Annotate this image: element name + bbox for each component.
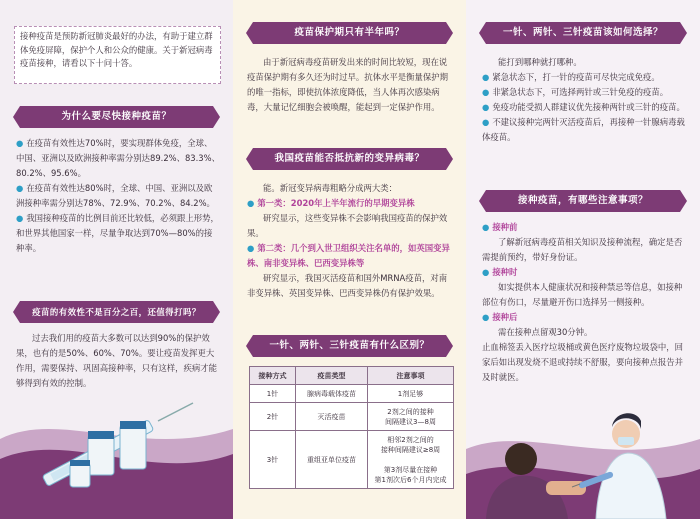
dose-comparison-table bbox=[249, 366, 454, 489]
list-item: ● 在疫苗有效性达80%时，全球、中国、亚洲以及欧洲接种率需分别达78%、72.9%、70.2%、84.2%。 bbox=[16, 183, 215, 208]
right-panel bbox=[466, 0, 700, 519]
list-item: ● 接种后 bbox=[482, 312, 518, 322]
bullet-icon: ● bbox=[482, 102, 490, 112]
bullet-icon: ● bbox=[247, 198, 255, 208]
table-cell: 腺病毒载体疫苗 bbox=[296, 385, 368, 403]
section-title: 一针、两针、三针疫苗有什么区别？ bbox=[269, 340, 430, 351]
list-item: ● 接种时 bbox=[482, 267, 518, 277]
bullet-icon: ● bbox=[16, 183, 24, 193]
bullet-icon: ● bbox=[482, 222, 490, 232]
bullet-icon: ● bbox=[247, 243, 255, 253]
section-banner bbox=[253, 22, 446, 44]
list-item: ● 免疫功能受损人群建议优先接种两针或三针的疫苗。 bbox=[482, 102, 685, 112]
table-cell: 2剂之间的接种 间隔建议3—8周 bbox=[368, 403, 454, 431]
column-header: 注意事项 bbox=[368, 367, 454, 385]
bullet-list bbox=[16, 136, 220, 256]
section-banner bbox=[253, 335, 446, 357]
syringe-vials-icon bbox=[28, 395, 198, 495]
table-cell: 3针 bbox=[250, 431, 296, 489]
list-item: ● 在疫苗有效性达70%时，要实现群体免疫，全球、中国、亚洲以及欧洲接种率需分别达89.2%、83.3%、80.2%、95.6%。 bbox=[16, 138, 220, 178]
list-item: ● 紧急状态下，打一针的疫苗可尽快完成免疫。 bbox=[482, 72, 660, 82]
intro-box bbox=[14, 26, 221, 84]
table-cell: 1剂足够 bbox=[368, 385, 454, 403]
middle-panel bbox=[233, 0, 466, 519]
list-item-body: 如实提供本人健康状况和接种禁忌等信息，如接种部位有伤口，尽量避开伤口选择另一侧接种。 bbox=[482, 282, 683, 307]
bullet-icon: ● bbox=[16, 138, 24, 148]
list-item: ● 非紧急状态下，可选择两针或三针免疫的疫苗。 bbox=[482, 87, 669, 97]
left-panel bbox=[0, 0, 233, 519]
table-cell: 相邻2剂之间的 接种间隔建议≥8周 第3剂尽量在接种 第1剂次后6个月内完成 bbox=[368, 431, 454, 489]
list-item-body: 研究显示，这些变异株不会影响我国疫苗的保护效果。 bbox=[247, 213, 448, 238]
section-title: 一针、两针、三针疫苗该如何选择？ bbox=[502, 27, 663, 38]
list-item: ● 不建议接种完两针灭活疫苗后，再接种一针腺病毒载体疫苗。 bbox=[482, 117, 685, 142]
list-item: ● 接种前 bbox=[482, 222, 518, 232]
table-row bbox=[250, 385, 454, 403]
bullet-icon: ● bbox=[482, 87, 490, 97]
list-item-body: 研究显示，我国灭活疫苗和国外MRNA疫苗，对南非变异株、英国变异株、巴西变异株仍有保护效果。 bbox=[247, 273, 448, 298]
section-banner bbox=[486, 190, 680, 212]
section-body bbox=[482, 220, 688, 385]
section-title: 疫苗的有效性不是百分之百，还值得打吗？ bbox=[32, 307, 201, 317]
table-cell: 1针 bbox=[250, 385, 296, 403]
section-title: 接种疫苗，有哪些注意事项？ bbox=[517, 195, 648, 206]
bullet-icon: ● bbox=[16, 213, 24, 223]
bullet-icon: ● bbox=[482, 117, 490, 127]
table-row bbox=[250, 431, 454, 489]
section-title: 疫苗保护期只有半年吗？ bbox=[294, 27, 405, 38]
section-title: 为什么要尽快接种疫苗？ bbox=[61, 111, 172, 122]
list-item: ● 第一类：2020年上半年流行的早期变异株 bbox=[247, 198, 415, 208]
column-header: 疫苗类型 bbox=[296, 367, 368, 385]
section-body bbox=[482, 55, 687, 145]
section-body: 由于新冠病毒疫苗研发出来的时间比较短，现在说疫苗保护期有多久还为时过早。抗体水平是衡量保护期的唯一指标，即使抗体浓度降低，当人体再次感染病毒，大量记忆细胞会被唤醒，能起到一定保护作用。 bbox=[247, 57, 448, 112]
section-banner bbox=[20, 106, 213, 128]
column-header: 接种方式 bbox=[250, 367, 296, 385]
list-item-body: 了解新冠病毒疫苗相关知识及接种流程，确定是否需提前预约，带好身份证。 bbox=[482, 237, 683, 262]
section-body: 过去我们用的疫苗大多数可以达到90%的保护效果，也有的是50%、60%、70%。要让疫苗发挥更大作用，需要保持、巩固高接种率，只有这样，疾病才能够得到有效的控制。 bbox=[16, 333, 217, 388]
bullet-icon: ● bbox=[482, 312, 490, 322]
section-banner bbox=[486, 22, 680, 44]
section-banner bbox=[20, 301, 213, 323]
list-item-body: 需在接种点留观30分钟。 止血棉签丢入医疗垃圾桶或黄色医疗废物垃圾袋中，回家后如出现发烧不退或持续不舒服，要向接种点报告并及时就医。 bbox=[482, 327, 683, 382]
lead-text: 能。新冠变异病毒粗略分成两大类： bbox=[263, 183, 397, 193]
table-header-row bbox=[250, 367, 454, 385]
section-banner bbox=[253, 148, 446, 170]
section-body bbox=[247, 181, 453, 301]
table-cell: 灭活疫苗 bbox=[296, 403, 368, 431]
bullet-icon: ● bbox=[482, 72, 490, 82]
table-row bbox=[250, 403, 454, 431]
section-title: 我国疫苗能否抵抗新的变异病毒？ bbox=[274, 153, 425, 164]
table-cell: 重组亚单位疫苗 bbox=[296, 431, 368, 489]
vaccination-illustration bbox=[466, 389, 700, 519]
list-item: ● 我国接种疫苗的比例目前还比较低，必须跟上形势，和世界其他国家一样，尽量争取达到70%—80%的接种率。 bbox=[16, 213, 219, 253]
intro-text: 接种疫苗是预防新冠肺炎最好的办法，有助于建立群体免疫屏障，保护个人和公众的健康。关于新冠病毒疫苗接种，请看以下十问十答。 bbox=[20, 31, 213, 68]
table-cell: 2针 bbox=[250, 403, 296, 431]
list-item: ● 第二类：几个到入世卫组织关注名单的，如英国变异株、南非变异株、巴西变异株等 bbox=[247, 243, 450, 268]
lead-text: 能打到哪种就打哪种。 bbox=[498, 57, 582, 67]
bullet-icon: ● bbox=[482, 267, 490, 277]
